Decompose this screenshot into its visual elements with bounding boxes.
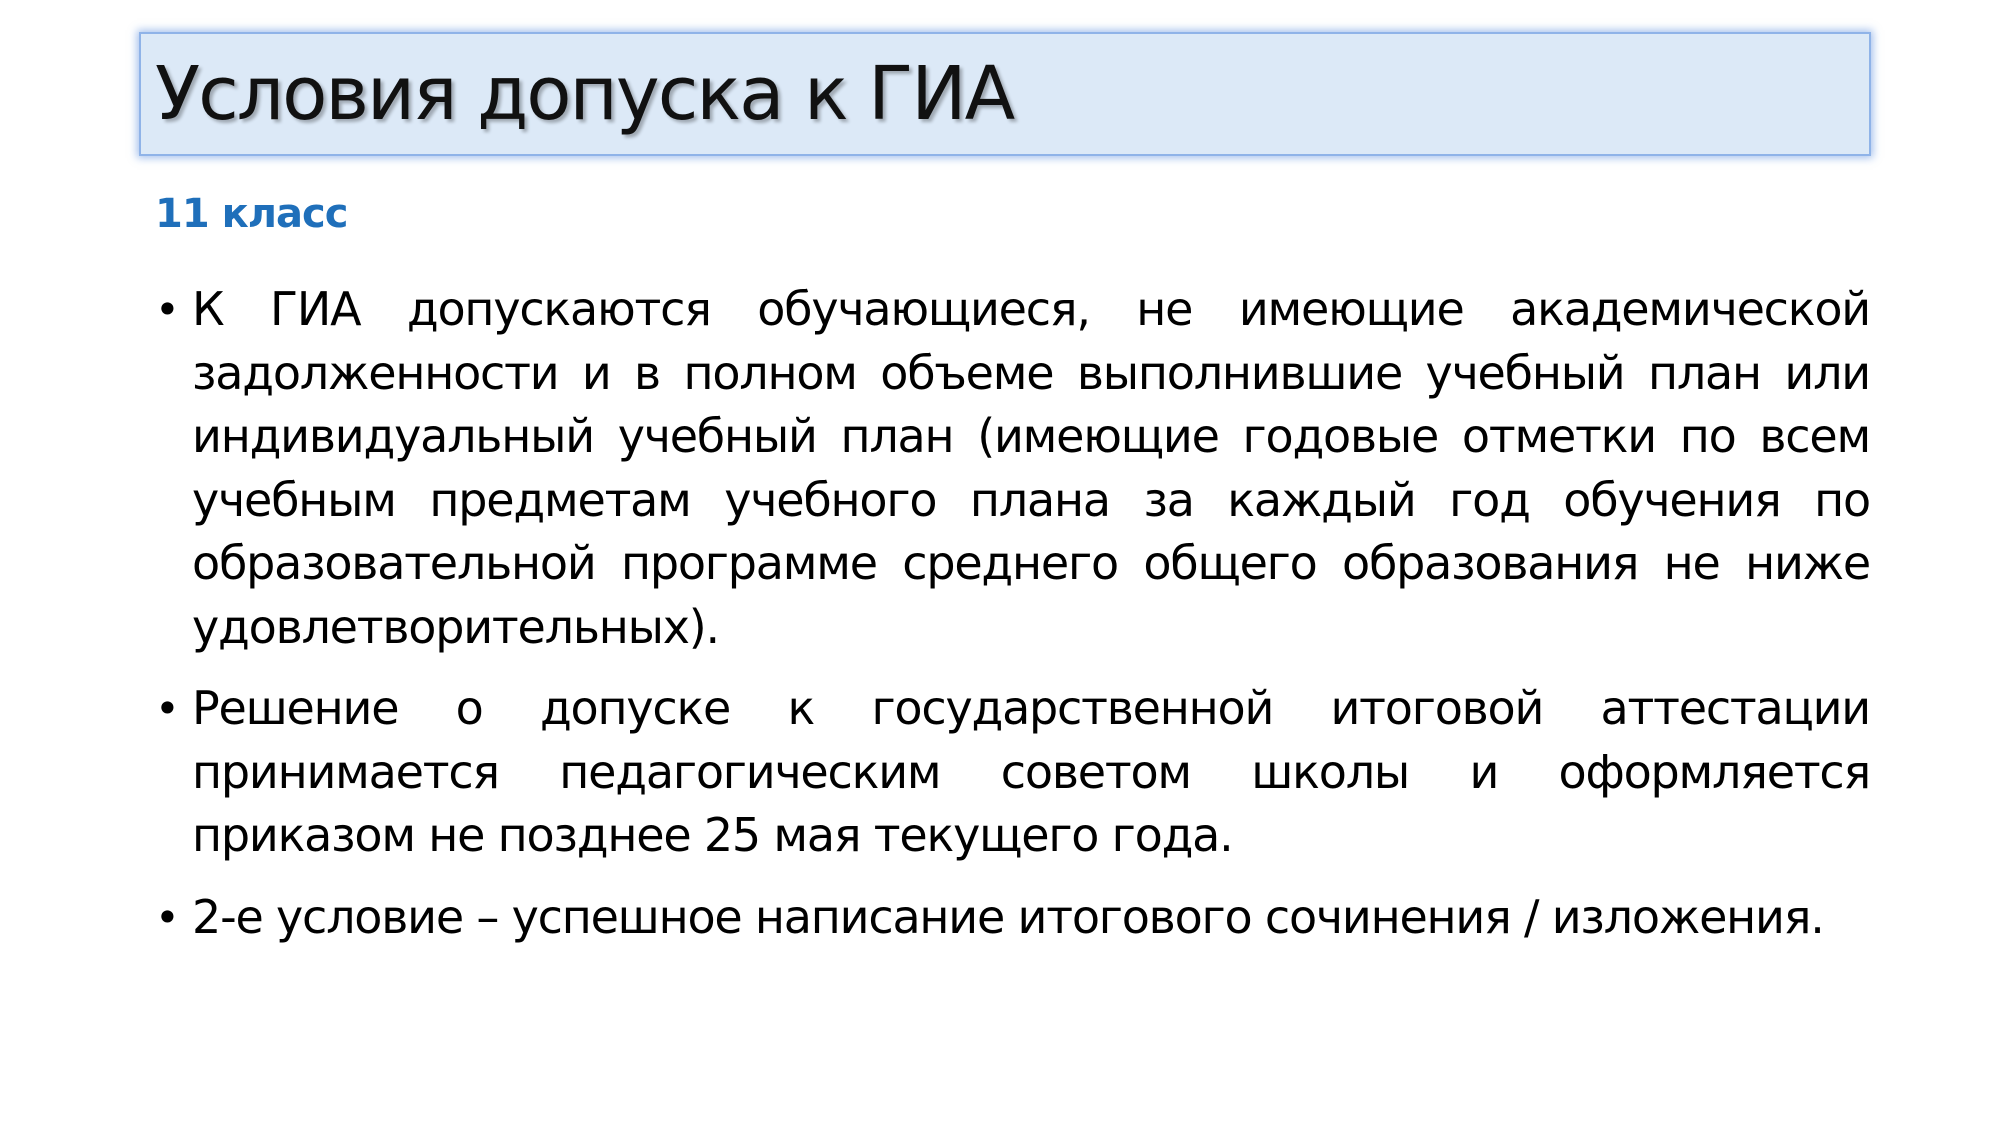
- slide-title: Условия допуска к ГИА: [155, 51, 1014, 137]
- bullet-text: 2-е условие – успешное написание итогового сочинения / изложения.: [192, 889, 1824, 944]
- slide-subtitle: 11 класс: [155, 191, 348, 237]
- bullet-item: [155, 886, 1870, 950]
- bullet-text: К ГИА допускаются обучающиеся, не имеющие академической задолженности и в полном объеме выполнившие учебный план или индивидуальный учебный план (имеющие годовые отметки по всем учебным предметам учебного плана за каждый год обучения по образовательной программе среднего общего образования не ниже удовлетворительных).: [192, 282, 1870, 654]
- bullet-item: [155, 278, 1870, 659]
- bullet-item: [155, 677, 1870, 868]
- bullet-icon: •: [155, 684, 180, 733]
- bullet-list: [155, 278, 1870, 967]
- bullet-icon: •: [155, 285, 180, 334]
- bullet-icon: •: [155, 892, 180, 942]
- title-box: [139, 32, 1871, 156]
- bullet-text: Решение о допуске к государственной итоговой аттестации принимается педагогическим советом школы и оформляется приказом не позднее 25 мая текущего года.: [192, 681, 1870, 862]
